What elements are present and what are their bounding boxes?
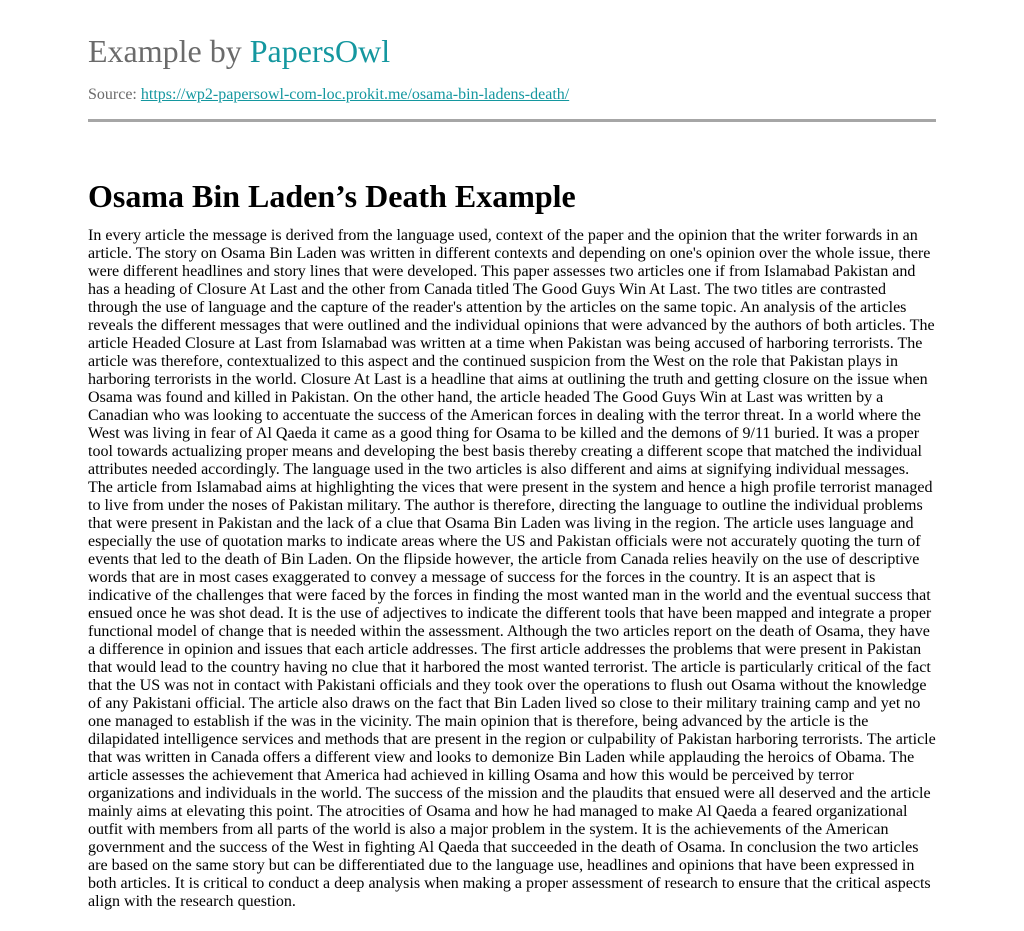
brand-header [88, 0, 936, 69]
source-label: Source: [88, 86, 137, 103]
header-divider [88, 119, 936, 122]
article-body: In every article the message is derived from the language used, context of the paper and the opinion that the writer forwards in an article. The story on Osama Bin Laden was written in different contexts and depending on one's opinion over the whole issue, there were different headlines and story lines that were developed. This paper assesses two articles one if from Islamabad Pakistan and has a heading of Closure At Last and the other from Canada titled The Good Guys Win At Last. The two titles are contrasted through the use of language and the capture of the reader's attention by the articles on the same topic. An analysis of the articles reveals the different messages that were outlined and the individual opinions that were advanced by the authors of both articles. The article Headed Closure at Last from Islamabad was written at a time when Pakistan was being accused of harboring terrorists. The article was therefore, contextualized to this aspect and the continued suspicion from the West on the role that Pakistan plays in harboring terrorists in the world. Closure At Last is a headline that aims at outlining the truth and getting closure on the issue when Osama was found and killed in Pakistan. On the other hand, the article headed The Good Guys Win at Last was written by a Canadian who was looking to accentuate the success of the American forces in dealing with the terror threat. In a world where the West was living in fear of Al Qaeda it came as a good thing for Osama to be killed and the demons of 9/11 buried. It was a proper tool towards actualizing proper means and developing the best basis thereby creating a different scope that matched the individual attributes needed accordingly. The language used in the two articles is also different and aims at signifying individual messages. The article from Islamabad aims at highlighting the vices that were present in the system and hence a high profile terrorist managed to live from under the noses of Pakistan military. The author is therefore, directing the language to outline the individual problems that were present in Pakistan and the lack of a clue that Osama Bin Laden was living in the region. The article uses language and especially the use of quotation marks to indicate areas where the US and Pakistan officials were not accurately quoting the turn of events that led to the death of Bin Laden. On the flipside however, the article from Canada relies heavily on the use of descriptive words that are in most cases exaggerated to convey a message of success for the forces in the country. It is an aspect that is indicative of the challenges that were faced by the forces in finding the most wanted man in the world and the eventual success that ensued once he was shot dead. It is the use of adjectives to indicate the different tools that have been mapped and integrate a proper functional model of change that is needed within the assessment. Although the two articles report on the death of Osama, they have a difference in opinion and issues that each article addresses. The first article addresses the problems that were present in Pakistan that would lead to the country having no clue that it harbored the most wanted terrorist. The article is particularly critical of the fact that the US was not in contact with Pakistani officials and they took over the operations to flush out Osama without the knowledge of any Pakistani official. The article also draws on the fact that Bin Laden lived so close to their military training camp and yet no one managed to establish if the was in the vicinity. The main opinion that is therefore, being advanced by the article is the dilapidated intelligence services and methods that are present in the region or culpability of Pakistan harboring terrorists. The article that was written in Canada offers a different view and looks to demonize Bin Laden while applauding the heroics of Obama. The article assesses the achievement that America had achieved in killing Osama and how this would be perceived by terror organizations and individuals in the world. The success of the mission and the plaudits that ensued were all deserved and the article mainly aims at elevating this point. The atrocities of Osama and how he had managed to make Al Qaeda a feared organizational outfit with members from all parts of the world is also a major problem in the system. It is the achievements of the American government and the success of the West in fighting Al Qaeda that succeeded in the death of Osama. In conclusion the two articles are based on the same story but can be differentiated due to the language use, headlines and opinions that have been expressed in both articles. It is critical to conduct a deep analysis when making a proper assessment of research to ensure that the critical aspects align with the research question. [88, 227, 936, 910]
document-page [88, 0, 936, 911]
brand-link[interactable]: PapersOwl [249, 33, 391, 69]
source-link[interactable]: https://wp2-papersowl-com-loc.prokit.me/osama-bin-ladens-death/ [140, 86, 570, 103]
source-line [88, 85, 936, 105]
article-title: Osama Bin Laden’s Death Example [88, 178, 576, 214]
brand-prefix: Example by [88, 33, 242, 69]
